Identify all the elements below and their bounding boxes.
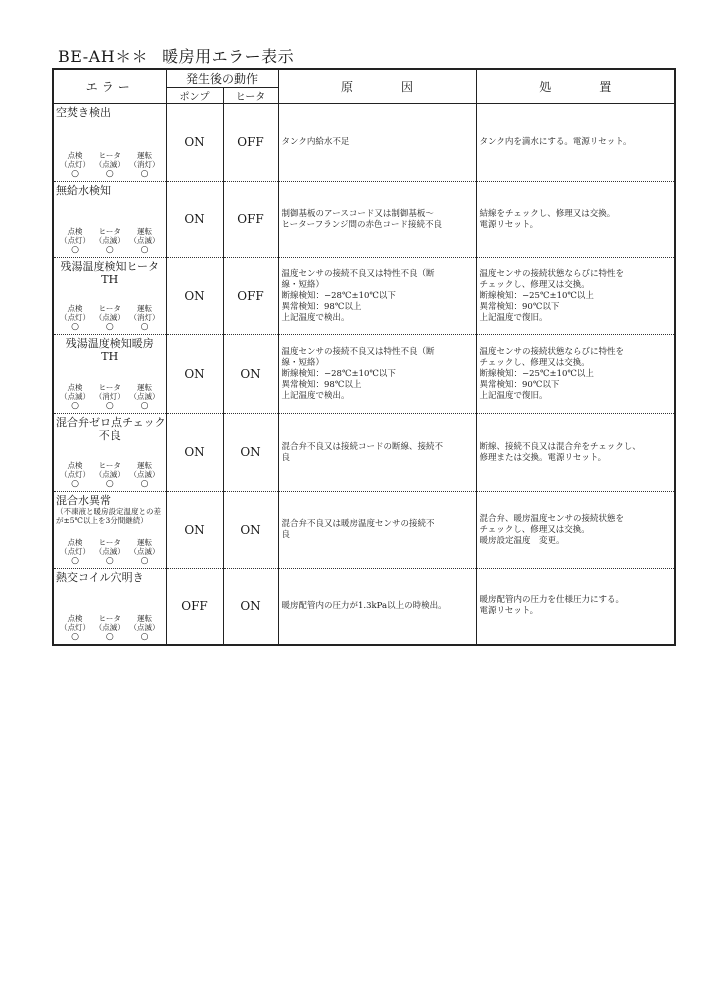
treatment-line: 断線、接続不良又は混合弁をチェックし、 bbox=[479, 441, 641, 452]
led-indicator bbox=[130, 461, 160, 489]
treatment-line: タンク内を満水にする。電源リセット。 bbox=[479, 137, 632, 147]
error-name-line: 残湯温度検知ヒータ bbox=[60, 260, 160, 273]
led-indicator bbox=[95, 538, 125, 566]
led-name: 点検 bbox=[67, 383, 83, 392]
table-row bbox=[53, 182, 675, 258]
cause-line: 断線検知：−28℃±10℃以下 bbox=[281, 368, 396, 379]
error-cell bbox=[53, 414, 166, 492]
cause-line: 混合弁不良又は暖房温度センサの接続不 bbox=[281, 519, 435, 529]
table-row bbox=[53, 414, 675, 492]
heater-state: ON bbox=[223, 335, 278, 414]
heater-state: OFF bbox=[223, 104, 278, 182]
error-note: （不凍液と暖房設定温度との差が±5℃以上を3分間継続） bbox=[56, 507, 161, 525]
led-indicator bbox=[95, 151, 125, 179]
led-circle-icon: ○ bbox=[105, 401, 114, 411]
led-circle-icon: ○ bbox=[140, 479, 149, 489]
led-state: （点滅） bbox=[129, 392, 160, 401]
led-circle-icon: ○ bbox=[105, 479, 114, 489]
led-state: （点灯） bbox=[60, 622, 90, 632]
led-name: 点検 bbox=[67, 151, 83, 160]
led-state: （点滅） bbox=[94, 547, 125, 556]
treatment-cell bbox=[476, 104, 675, 182]
cause-cell bbox=[278, 104, 476, 182]
cause-line: 温度センサの接続不良又は特性不良（断 bbox=[281, 346, 435, 357]
header-cause-label: 原 因 bbox=[341, 80, 414, 94]
led-state: （点滅） bbox=[129, 470, 160, 479]
treatment-line: 異常検知：90℃以下 bbox=[479, 301, 560, 312]
error-cell bbox=[53, 258, 166, 335]
header-heater: ヒータ bbox=[223, 88, 278, 104]
led-circle-icon: ○ bbox=[71, 556, 79, 566]
error-name bbox=[54, 414, 166, 442]
led-circle-icon: ○ bbox=[140, 401, 149, 411]
led-name: ヒータ bbox=[98, 227, 121, 236]
error-name-line: 混合弁ゼロ点チェック bbox=[56, 416, 166, 429]
led-circle-icon: ○ bbox=[105, 322, 114, 332]
led-state: （消灯） bbox=[129, 313, 160, 322]
error-name bbox=[54, 182, 166, 197]
led-circle-icon: ○ bbox=[140, 322, 149, 332]
treatment-line: 暖房設定温度 変更。 bbox=[479, 535, 565, 546]
treatment-line: 上記温度で復旧。 bbox=[479, 312, 548, 323]
pump-state: ON bbox=[166, 258, 223, 335]
led-indicator bbox=[95, 227, 125, 255]
led-circle-icon: ○ bbox=[140, 169, 149, 179]
led-indicators bbox=[60, 151, 160, 179]
treatment-line: 暖房配管内の圧力を仕様圧力にする。 bbox=[479, 595, 625, 606]
table-row bbox=[53, 492, 675, 569]
header-action-after: 発生後の動作 bbox=[166, 69, 278, 88]
led-circle-icon: ○ bbox=[140, 556, 149, 566]
model-name: BE-AH＊＊ bbox=[58, 47, 149, 66]
led-state: （点滅） bbox=[129, 622, 160, 632]
treatment-line: 電源リセット。 bbox=[479, 606, 539, 617]
cause-line: ヒーターフランジ間の赤色コード接続不良 bbox=[281, 219, 443, 230]
pump-state: ON bbox=[166, 182, 223, 258]
led-name: 点検 bbox=[67, 227, 83, 236]
page-title bbox=[58, 44, 294, 67]
led-indicator bbox=[60, 304, 90, 332]
led-state: （点灯） bbox=[60, 236, 90, 245]
led-indicators bbox=[60, 461, 160, 489]
cause-line: 線・短絡） bbox=[281, 279, 325, 290]
cause-line: 上記温度で検出。 bbox=[281, 312, 350, 323]
cause-line: 異常検知：98℃以上 bbox=[281, 301, 362, 312]
treatment-cell bbox=[476, 492, 675, 569]
led-circle-icon: ○ bbox=[140, 245, 149, 255]
led-state: （点灯） bbox=[60, 547, 90, 556]
error-name bbox=[54, 104, 166, 119]
error-name bbox=[54, 335, 166, 363]
led-indicator bbox=[95, 383, 125, 411]
treatment-cell bbox=[476, 182, 675, 258]
treatment-line: チェックし、修理又は交換。 bbox=[479, 524, 590, 535]
led-indicator bbox=[60, 538, 90, 566]
led-state: （点滅） bbox=[129, 236, 160, 245]
treatment-line: 温度センサの接続状態ならびに特性を bbox=[479, 346, 625, 357]
heater-state: OFF bbox=[223, 258, 278, 335]
led-name: 点検 bbox=[67, 538, 83, 547]
led-name: ヒータ bbox=[98, 151, 121, 160]
led-name: 運転 bbox=[137, 151, 152, 160]
table-row bbox=[53, 258, 675, 335]
led-state: （点灯） bbox=[60, 160, 90, 169]
led-indicator bbox=[60, 461, 90, 489]
treatment-line: チェックし、修理又は交換。 bbox=[479, 279, 590, 290]
treatment-line: 断線検知：−25℃±10℃以上 bbox=[479, 368, 594, 379]
treatment-line: 結線をチェックし、修理又は交換。 bbox=[479, 208, 616, 219]
led-circle-icon: ○ bbox=[71, 169, 79, 179]
error-cell bbox=[53, 182, 166, 258]
led-name: 点検 bbox=[67, 613, 83, 623]
table-row bbox=[53, 569, 675, 645]
pump-state: ON bbox=[166, 414, 223, 492]
led-indicator bbox=[130, 304, 160, 332]
error-name-line: 無給水検知 bbox=[56, 184, 111, 197]
cause-cell bbox=[278, 258, 476, 335]
cause-line: 上記温度で検出。 bbox=[281, 390, 350, 401]
error-cell bbox=[53, 492, 166, 569]
treatment-line: 混合弁、暖房温度センサの接続状態を bbox=[479, 513, 625, 524]
error-cell bbox=[53, 335, 166, 414]
led-name: 点検 bbox=[67, 461, 83, 470]
error-name-line: TH bbox=[101, 273, 119, 286]
cause-line: 断線検知：−28℃±10℃以下 bbox=[281, 290, 396, 301]
heater-state: ON bbox=[223, 492, 278, 569]
led-state: （消灯） bbox=[94, 392, 125, 401]
error-name-line: 不良 bbox=[98, 429, 121, 442]
led-circle-icon: ○ bbox=[105, 245, 114, 255]
error-name bbox=[54, 492, 166, 507]
cause-line: 良 bbox=[281, 530, 291, 540]
error-name bbox=[54, 569, 166, 584]
cause-line: 暖房配管内の圧力が1.3kPa以上の時検出。 bbox=[281, 600, 447, 611]
led-state: （点滅） bbox=[60, 392, 90, 401]
led-state: （点滅） bbox=[94, 160, 125, 169]
cause-line: 異常検知：98℃以上 bbox=[281, 379, 362, 390]
led-name: 運転 bbox=[137, 304, 152, 313]
cause-line: 良 bbox=[281, 452, 291, 463]
led-state: （点灯） bbox=[60, 470, 90, 479]
pump-state: ON bbox=[166, 335, 223, 414]
error-name-line: 混合水異常 bbox=[56, 494, 111, 507]
led-circle-icon: ○ bbox=[71, 245, 79, 255]
title-text: 暖房用エラー表示 bbox=[162, 47, 295, 66]
error-name-line: 残湯温度検知暖房 bbox=[65, 337, 154, 350]
header-treatment bbox=[476, 69, 675, 104]
led-circle-icon: ○ bbox=[71, 401, 79, 411]
treatment-line: 温度センサの接続状態ならびに特性を bbox=[479, 268, 625, 279]
led-indicator bbox=[130, 227, 160, 255]
led-circle-icon: ○ bbox=[105, 631, 114, 642]
error-name-line: 空焚き検出 bbox=[56, 106, 111, 119]
heater-state: ON bbox=[223, 414, 278, 492]
error-table bbox=[52, 68, 676, 646]
led-indicators bbox=[60, 304, 160, 332]
treatment-line: 上記温度で復旧。 bbox=[479, 390, 548, 401]
cause-line: 線・短絡） bbox=[281, 357, 325, 368]
led-indicator bbox=[95, 461, 125, 489]
cause-cell bbox=[278, 492, 476, 569]
led-circle-icon: ○ bbox=[105, 169, 114, 179]
treatment-cell bbox=[476, 258, 675, 335]
treatment-cell bbox=[476, 335, 675, 414]
led-circle-icon: ○ bbox=[71, 479, 79, 489]
error-cell bbox=[53, 104, 166, 182]
led-name: 点検 bbox=[67, 304, 83, 313]
led-name: 運転 bbox=[137, 383, 152, 392]
cause-cell bbox=[278, 335, 476, 414]
led-indicators bbox=[60, 614, 160, 642]
cause-line: 混合弁不良又は接続コードの断線、接続不 bbox=[281, 441, 444, 452]
heater-state: ON bbox=[223, 569, 278, 645]
led-indicators bbox=[60, 538, 160, 566]
header-pump: ポンプ bbox=[166, 88, 223, 104]
table-row bbox=[53, 104, 675, 182]
led-name: ヒータ bbox=[98, 461, 121, 470]
led-name: 運転 bbox=[137, 538, 152, 547]
led-indicator bbox=[60, 383, 90, 411]
led-indicators bbox=[60, 227, 160, 255]
led-circle-icon: ○ bbox=[140, 631, 149, 642]
led-state: （点滅） bbox=[94, 622, 125, 632]
led-name: ヒータ bbox=[98, 538, 121, 547]
led-indicator bbox=[60, 227, 90, 255]
led-name: ヒータ bbox=[98, 383, 121, 392]
pump-state: OFF bbox=[166, 569, 223, 645]
led-indicator bbox=[130, 538, 160, 566]
led-name: 運転 bbox=[137, 227, 152, 236]
led-state: （点滅） bbox=[129, 547, 160, 556]
pump-state: ON bbox=[166, 104, 223, 182]
led-circle-icon: ○ bbox=[105, 556, 114, 566]
led-indicator bbox=[60, 151, 90, 179]
error-name-line: TH bbox=[101, 350, 119, 363]
pump-state: ON bbox=[166, 492, 223, 569]
led-name: 運転 bbox=[137, 613, 152, 623]
led-indicator bbox=[60, 614, 90, 642]
treatment-line: チェックし、修理又は交換。 bbox=[479, 357, 590, 368]
treatment-line: 電源リセット。 bbox=[479, 219, 539, 230]
cause-cell bbox=[278, 182, 476, 258]
error-name-line: 熱交コイル穴明き bbox=[56, 571, 144, 584]
led-name: ヒータ bbox=[98, 304, 121, 313]
error-name bbox=[54, 258, 166, 286]
cause-cell bbox=[278, 569, 476, 645]
led-circle-icon: ○ bbox=[71, 631, 79, 642]
led-name: 運転 bbox=[137, 461, 152, 470]
cause-line: 制御基板のアースコード又は制御基板～ bbox=[281, 208, 434, 219]
cause-cell bbox=[278, 414, 476, 492]
cause-line: 温度センサの接続不良又は特性不良（断 bbox=[281, 268, 435, 279]
treatment-cell bbox=[476, 569, 675, 645]
error-rows bbox=[53, 104, 675, 645]
treatment-cell bbox=[476, 414, 675, 492]
led-indicator bbox=[95, 614, 125, 642]
heater-state: OFF bbox=[223, 182, 278, 258]
led-name: ヒータ bbox=[98, 613, 121, 623]
led-state: （消灯） bbox=[129, 160, 160, 169]
led-indicator bbox=[95, 304, 125, 332]
led-circle-icon: ○ bbox=[71, 322, 79, 332]
led-state: （点滅） bbox=[94, 470, 125, 479]
header-error: エラー bbox=[53, 69, 166, 104]
treatment-line: 異常検知：90℃以下 bbox=[479, 379, 560, 390]
led-indicator bbox=[130, 614, 160, 642]
led-state: （点滅） bbox=[94, 313, 125, 322]
error-cell bbox=[53, 569, 166, 645]
led-state: （点滅） bbox=[94, 236, 125, 245]
header-treatment-label: 処 置 bbox=[539, 80, 612, 94]
cause-line: タンク内給水不足 bbox=[281, 137, 350, 147]
led-indicator bbox=[130, 383, 160, 411]
table-row bbox=[53, 335, 675, 414]
led-indicator bbox=[130, 151, 160, 179]
treatment-line: 断線検知：−25℃±10℃以上 bbox=[479, 290, 594, 301]
treatment-line: 修理または交換。電源リセット。 bbox=[479, 452, 607, 463]
header-cause bbox=[278, 69, 476, 104]
led-indicators bbox=[60, 383, 160, 411]
led-state: （点灯） bbox=[60, 313, 90, 322]
